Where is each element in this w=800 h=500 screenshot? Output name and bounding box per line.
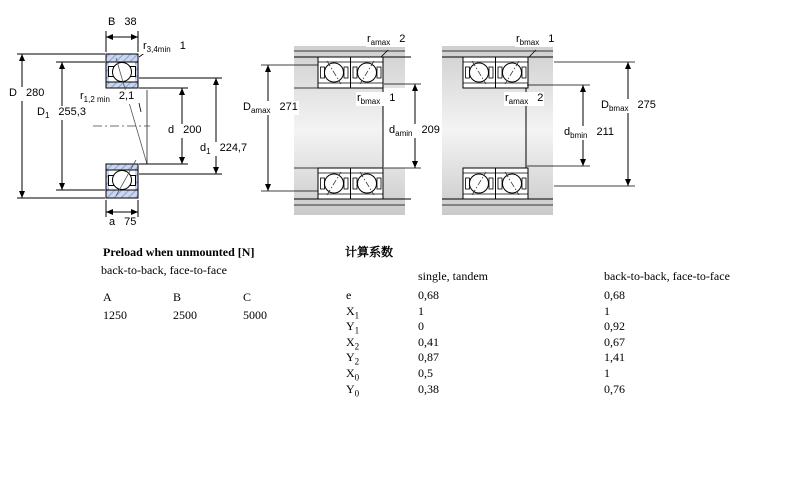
- preload-col-B: B: [173, 290, 182, 304]
- preload-col-A: A: [103, 290, 112, 304]
- dim-dbmin: $d_{bmin}$ 211: [564, 126, 615, 141]
- preload-value-C: 5000: [243, 308, 267, 322]
- factor-row-X0: $X_0$ 0,5 1: [346, 366, 610, 383]
- factor-row-Y0: $Y_0$ 0,38 0,76: [346, 382, 625, 399]
- factor-row-Y1: $Y_1$ 0 0,92: [346, 319, 625, 336]
- dim-damin: $d_{amin}$ 209: [389, 124, 440, 139]
- left-bearing-section: [93, 54, 150, 198]
- dim-Dbmax: $D_{bmax}$ 275: [601, 99, 656, 114]
- dim-ramax-right: $r_{amax}$ 2: [505, 92, 544, 107]
- dim-contact-a: a 75: [108, 216, 137, 230]
- factor-row-e: e 0,68 0,68: [346, 288, 625, 302]
- dim-chamfer-r12: $r_{1,2 min}$ 2,1: [80, 90, 135, 105]
- factor-row-X2: $X_2$ 0,41 0,67: [346, 335, 625, 352]
- dim-outer-diameter-D: D 280: [8, 87, 45, 101]
- preload-value-A: 1250: [103, 308, 127, 322]
- factors-title: 计算系数: [345, 245, 394, 259]
- dim-shoulder-D1: $D_1$ 255,3: [37, 106, 86, 121]
- dim-rbmax-middle: $r_{bmax}$ 1: [357, 92, 396, 107]
- dim-Damax: $D_{amax}$ 271: [243, 101, 298, 116]
- dim-shoulder-d1: $d_1$ 224,7: [200, 142, 248, 157]
- dim-rbmax-right: $r_{bmax}$ 1: [516, 33, 555, 48]
- preload-title: Preload when unmounted [N]: [103, 245, 255, 259]
- preload-subtitle: back-to-back, face-to-face: [101, 263, 227, 277]
- factors-col-back-to-back: back-to-back, face-to-face: [604, 269, 730, 283]
- preload-col-C: C: [243, 290, 252, 304]
- dim-chamfer-r34: $r_{3,4min}$ 1: [143, 40, 186, 55]
- dim-bore-d: d 200: [167, 124, 202, 138]
- factor-row-X1: $X_1$ 1 1: [346, 304, 610, 321]
- dim-width-B: B 38: [107, 16, 138, 30]
- preload-value-B: 2500: [173, 308, 197, 322]
- factors-col-single-tandem: single, tandem: [418, 269, 488, 283]
- factor-row-Y2: $Y_2$ 0,87 1,41: [346, 350, 625, 367]
- dim-ramax-middle: $r_{amax}$ 2: [367, 33, 406, 48]
